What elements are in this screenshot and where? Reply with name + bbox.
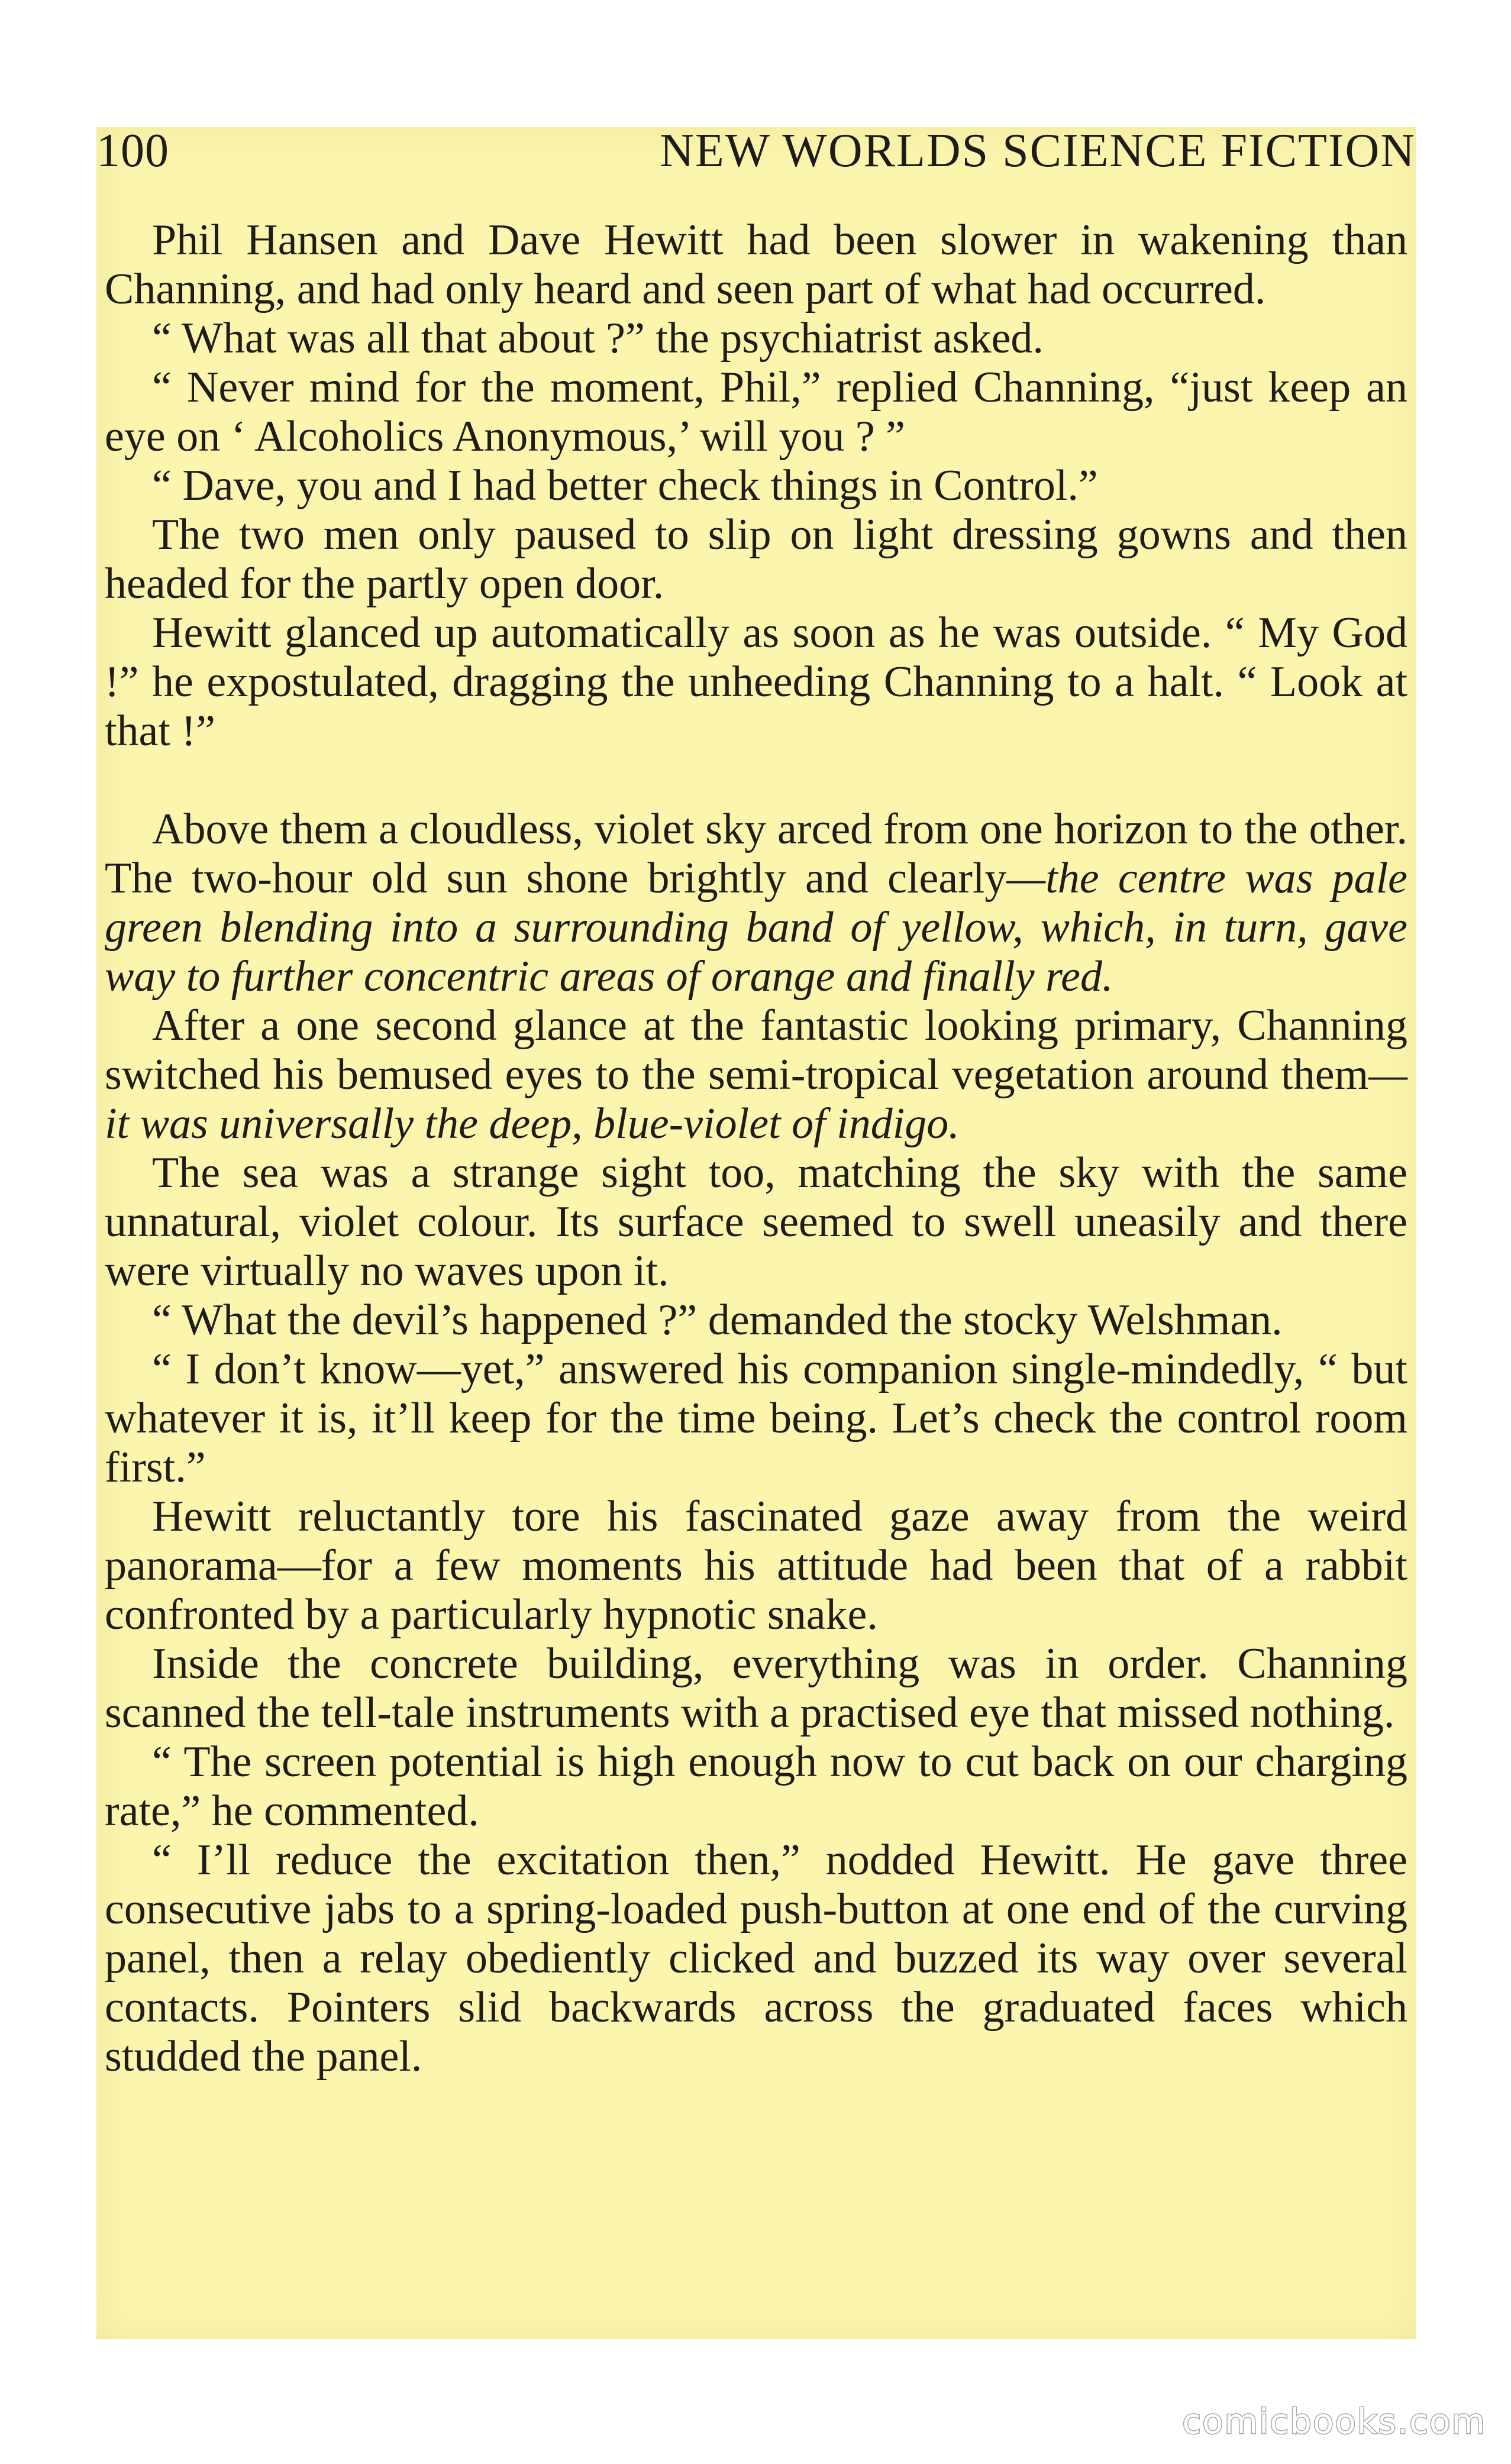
paragraph-7-roman: Above them a cloudless, violet sky arced from one horizon to the other. The two-hour old sun shone brightly and clearly	[105, 805, 1407, 903]
paragraph-12: Hewitt reluctantly tore his fascinated gaze away from the weird panorama—for a few moments his attitude had been that of a rabbit confronted by a particularly hypnotic snake.	[105, 1492, 1407, 1639]
watermark: comicbooks.com	[1182, 2401, 1486, 2442]
paragraph-8-italic: —it was universally the deep, blue-violet of indigo.	[105, 1050, 1407, 1148]
paragraph-6: Hewitt glanced up automatically as soon as he was outside. “ My God !” he expostulated, dragging the unheeding Channing to a halt. “ Look at that !”	[105, 609, 1407, 755]
running-head	[96, 127, 1416, 192]
paragraph-8-roman: After a one second glance at the fantastic looking primary, Channing switched his bemused eyes to the semi-tropical vegetation around them	[105, 1001, 1407, 1099]
paragraph-14: “ The screen potential is high enough now to cut back on our charging rate,” he commented.	[105, 1738, 1407, 1835]
paragraph-7	[105, 805, 1407, 1001]
book-page	[96, 127, 1416, 2339]
paragraph-4: “ Dave, you and I had better check things in Control.”	[152, 461, 1098, 510]
paragraph-7-italic: —the centre was pale green blending into a surrounding band of yellow, which, in turn, gave way to further concentric areas of orange and finally red.	[105, 854, 1407, 1001]
paragraph-9: The sea was a strange sight too, matching the sky with the same unnatural, violet colour. Its surface seemed to swell uneasily and there were virtually no waves upon it.	[105, 1149, 1407, 1295]
paragraph-2: “ What was all that about ?” the psychiatrist asked.	[152, 314, 1044, 363]
running-title: NEW WORLDS SCIENCE FICTION	[660, 125, 1416, 177]
page-number: 100	[96, 125, 169, 177]
paragraph-3: “ Never mind for the moment, Phil,” replied Channing, “just keep an eye on ‘ Alcoholics Anonymous,’ will you ? ”	[105, 363, 1407, 461]
section-break	[105, 756, 1407, 805]
story-text	[105, 216, 1407, 2081]
paragraph-5: The two men only paused to slip on light dressing gowns and then headed for the partly open door.	[105, 510, 1407, 608]
paragraph-10: “ What the devil’s happened ?” demanded the stocky Welshman.	[152, 1296, 1283, 1344]
paragraph-15: “ I’ll reduce the excitation then,” nodded Hewitt. He gave three consecutive jabs to a spring-loaded push-button at one end of the curving panel, then a relay obediently clicked and buzzed its way over several contacts. Pointers slid backwards across the graduated faces which studded the panel.	[105, 1836, 1407, 2081]
paragraph-1: Phil Hansen and Dave Hewitt had been slower in wakening than Channing, and had only heard and seen part of what had occurred.	[105, 216, 1407, 313]
paragraph-13: Inside the concrete building, everything was in order. Channing scanned the tell-tale instruments with a practised eye that missed nothing.	[105, 1640, 1407, 1737]
paragraph-8	[105, 1001, 1407, 1149]
paragraph-11: “ I don’t know—yet,” answered his companion single-mindedly, “ but whatever it is, it’ll keep for the time being. Let’s check the control room first.”	[105, 1345, 1407, 1492]
